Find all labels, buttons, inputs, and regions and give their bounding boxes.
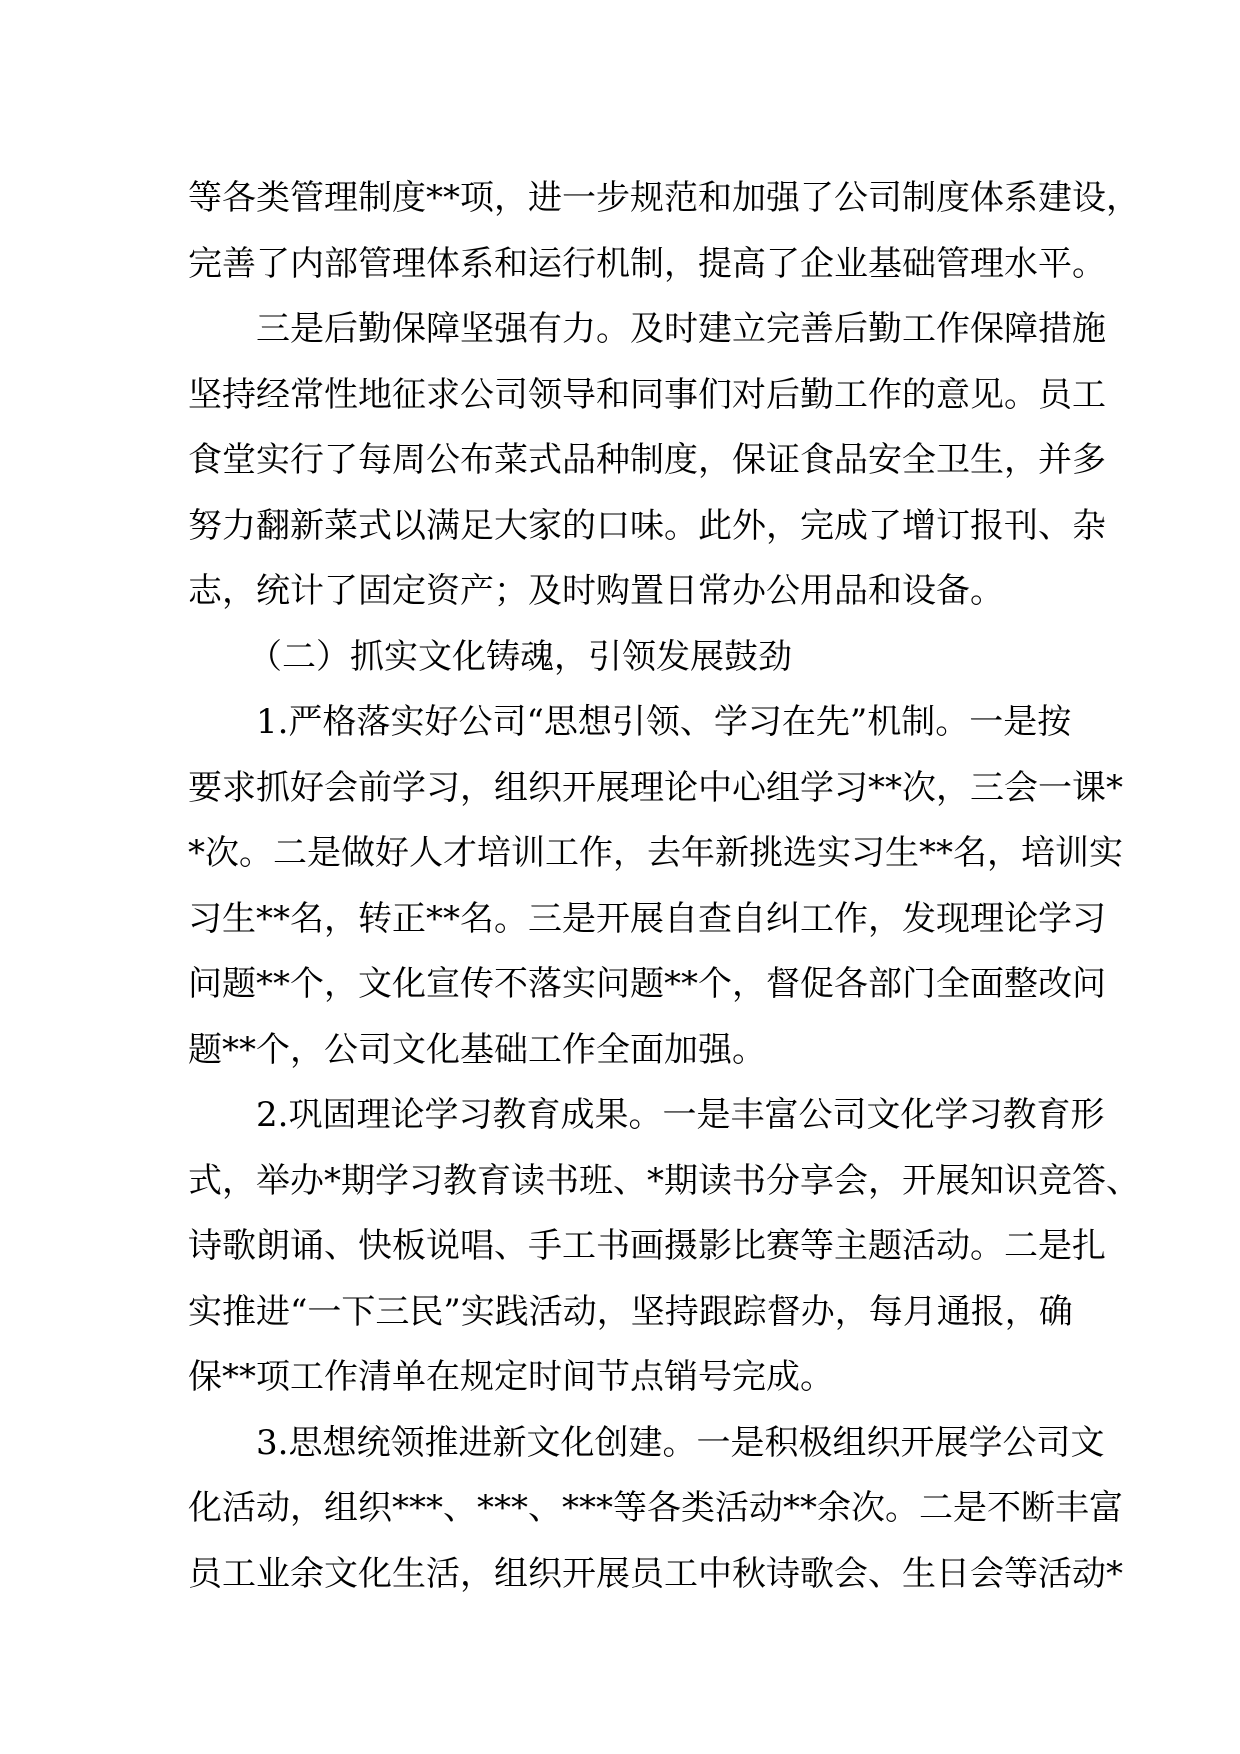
- text-line: 食堂实行了每周公布菜式品种制度，保证食品安全卫生，并多: [188, 440, 1106, 480]
- text-line: 努力翻新菜式以满足大家的口味。此外，完成了增订报刊、杂: [188, 505, 1106, 546]
- text-line: 保**项工作清单在规定时间节点销号完成。: [188, 1357, 834, 1397]
- paragraph-start-line: 2.巩固理论学习教育成果。一是丰富公司文化学习教育形: [256, 1095, 1105, 1135]
- text-line: 实推进“一下三民”实践活动，坚持跟踪督办，每月通报，确: [188, 1291, 1073, 1332]
- text-line: 式，举办*期学习教育读书班、*期读书分享会，开展知识竞答、: [188, 1160, 1140, 1201]
- document-body: [188, 166, 1140, 1607]
- text-line: 员工业余文化生活，组织开展员工中秋诗歌会、生日会等活动*: [188, 1553, 1123, 1594]
- text-line: *次。二是做好人才培训工作，去年新挑选实习生**名，培训实: [188, 833, 1123, 873]
- paragraph-start-line: 3.思想统领推进新文化创建。一是积极组织开展学公司文: [256, 1422, 1105, 1463]
- text-line: 问题**个，文化宣传不落实问题**个，督促各部门全面整改问: [188, 964, 1106, 1004]
- section-heading: （二）抓实文化铸魂，引领发展鼓劲: [248, 636, 792, 677]
- paragraph-start-line: 1.严格落实好公司“思想引领、学习在先”机制。一是按: [256, 702, 1072, 742]
- text-line: 题**个，公司文化基础工作全面加强。: [188, 1029, 766, 1070]
- text-line: 要求抓好会前学习，组织开展理论中心组学习**次，三会一课*: [188, 767, 1123, 808]
- text-line: 习生**名，转正**名。三是开展自查自纠工作，发现理论学习: [188, 898, 1106, 939]
- text-line: 完善了内部管理体系和运行机制，提高了企业基础管理水平。: [188, 243, 1106, 284]
- text-line: 坚持经常性地征求公司领导和同事们对后勤工作的意见。员工: [188, 374, 1106, 415]
- text-line: 志，统计了固定资产；及时购置日常办公用品和设备。: [188, 571, 1004, 611]
- text-line: 等各类管理制度**项，进一步规范和加强了公司制度体系建设，: [188, 178, 1140, 218]
- text-line: 诗歌朗诵、快板说唱、手工书画摄影比赛等主题活动。二是扎: [188, 1226, 1106, 1266]
- text-line: 化活动，组织***、***、***等各类活动**余次。二是不断丰富: [188, 1488, 1123, 1528]
- paragraph-start-line: 三是后勤保障坚强有力。及时建立完善后勤工作保障措施: [256, 309, 1106, 349]
